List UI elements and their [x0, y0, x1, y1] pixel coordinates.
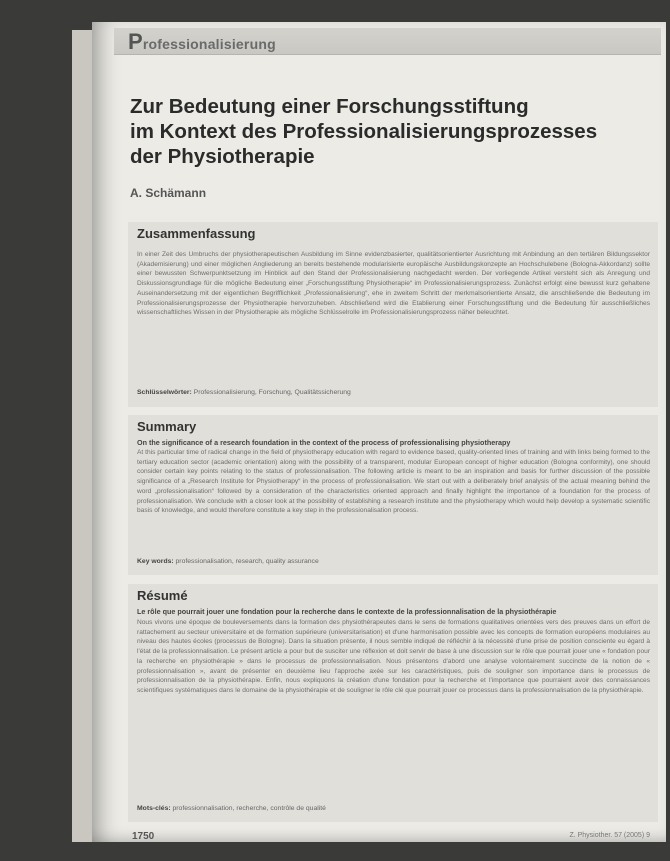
- journal-reference: Z. Physiother. 57 (2005) 9: [569, 832, 650, 839]
- abstract-english-keywords-list: professionalisation, research, quality assurance: [173, 558, 319, 565]
- abstract-english: [128, 415, 658, 575]
- article-author: A. Schämann: [130, 186, 207, 200]
- abstract-english-body: At this particular time of radical change in the field of physiotherapy education with regard to evidence based, quality-oriented lines of training and with links being formed to the tertiary education sector (academic orientation) along with the possibility of a transparent, modular European concept of higher education (Bologna conformity), one should consider certain key points relating to the status of professionalisation. The following article is meant to be an inspiration and basis for further discussion of the possible significance of a „Research Institute for Physiotherapy“ in the process of professionalisation. We start out with a deliberately brief analysis of the actual meaning behind the word „professionalisation“ followed by a consideration of the characteristics oriented approach and finally highlight the importance of a foundation for the process of professionalisation. We conclude with a closer look at the possibility of establishing a research institute and the physiotherapy which would help develop a systematic scientific basis of knowledge, and would therefore constitute a key step in the professionalisation process.: [137, 449, 650, 515]
- abstract-english-keywords-label: Key words:: [137, 558, 174, 565]
- article-title-line-1: Zur Bedeutung einer Forschungsstiftung: [130, 95, 529, 118]
- abstract-french-keywords: [137, 805, 326, 812]
- article-title-line-2: im Kontext des Professionalisierungsprozesses: [130, 120, 598, 143]
- abstract-french-heading: Résumé: [137, 588, 188, 603]
- abstract-german-heading: Zusammenfassung: [137, 226, 256, 241]
- abstract-english-heading: Summary: [137, 419, 197, 434]
- abstract-french-keywords-label: Mots-clés:: [137, 805, 171, 812]
- abstract-german-keywords-label: Schlüsselwörter:: [137, 389, 192, 396]
- article-title: [130, 94, 650, 169]
- journal-page: [92, 22, 666, 842]
- abstract-french-subtitle: Le rôle que pourrait jouer une fondation pour la recherche dans le contexte de la professionnalisation de la physiothérapie: [137, 607, 557, 616]
- page-number: 1750: [132, 831, 155, 842]
- abstract-german-body: In einer Zeit des Umbruchs der physiotherapeutischen Ausbildung im Sinne evidenzbasierter, qualitätsorientierter Ausrichtung mit Anbindung an den tertiären Bildungssektor (Akademisierung) und einer möglichen Angliederung an bereits bestehende modularisierte europäische Ausbildungskonzepte an Hochschulebene (Bologna-Akkordanz) sollte einer bewussten Schwerpunktsetzung im Hinblick auf den Stand der Professionalisierung nachgedacht werden. Der vorliegende Artikel versteht sich als Anregung und Diskussionsgrundlage für die mögliche Bedeutung einer „Forschungsstiftung Physiotherapie“ im Professionalisierungsprozess. Zunächst erfolgt eine bewusst kurz gehaltene Auseinandersetzung mit der eigentlichen Begrifflichkeit „Professionalisierung“, ehe in zweitem Schritt der merkmalsorientierte Ansatz, die anschließende die Bedeutung im Professionalisierungsprozesse der Physiotherapie hervorzuheben. Abschließend wird die Etablierung einer Forschungsstiftung und die Bedeutung für ausschließliches wissenschaftliches Wissen in der Physiotherapie als mögliche Schlüsselrolle im Professionalisierungsprozess näher beleuchtet.: [137, 251, 650, 317]
- abstract-german-keywords: [137, 389, 351, 396]
- section-label-initial: P: [128, 29, 143, 54]
- section-label-rest: rofessionalisierung: [142, 36, 276, 52]
- section-banner: [114, 28, 661, 55]
- abstract-french-body: Nous vivons une époque de bouleversements dans la formation des physiothérapeutes dans le sens de formations qualitatives orientées vers des preuves dans un effort de rattachement au secteur universitaire et de formation supérieure (universitarisation) et d'une harmonisation possible avec les concepts de formation européens modulaires au niveau des hautes écoles (processus de Bologne). Dans la situation présente, il nous semble indiqué de réfléchir à la nécessité d'une prise de position consciente eu égard à l'état de la professionnalisation. Le présent article a pour but de susciter une réflexion et doit servir de base à une discussion sur le rôle que pourrait jouer une « fondation pour la recherche en physiothérapie » dans le processus de professionnalisation. Nous présentons d'abord une analyse volontairement succincte de la notion de « professionnalisation », avant de présenter en deuxième lieu l'approche axée sur les caractéristiques, puis de souligner son importance dans le processus de professionnalisation de la physiothérapie. Enfin, nous expliquons la création d'une fondation pour la recherche et l'importance que pourraient avoir des connaissances scientifiques systématiques dans le domaine de la physiothérapie et de souligner le rôle clé que pourrait jouer ce processus dans la professionnalisation de la physiothérapie.: [137, 619, 650, 694]
- abstract-french-keywords-list: professionnalisation, recherche, contrôle de qualité: [170, 805, 326, 812]
- abstract-english-subtitle: On the significance of a research foundation in the context of the process of professionalising physiotherapy: [137, 438, 511, 447]
- abstract-french: [128, 584, 658, 822]
- section-label: [128, 29, 276, 55]
- article-title-line-3: der Physiotherapie: [130, 145, 315, 168]
- abstract-german-keywords-list: Professionalisierung, Forschung, Qualitätssicherung: [191, 389, 351, 396]
- abstract-german: [128, 222, 658, 407]
- abstract-english-keywords: [137, 558, 319, 565]
